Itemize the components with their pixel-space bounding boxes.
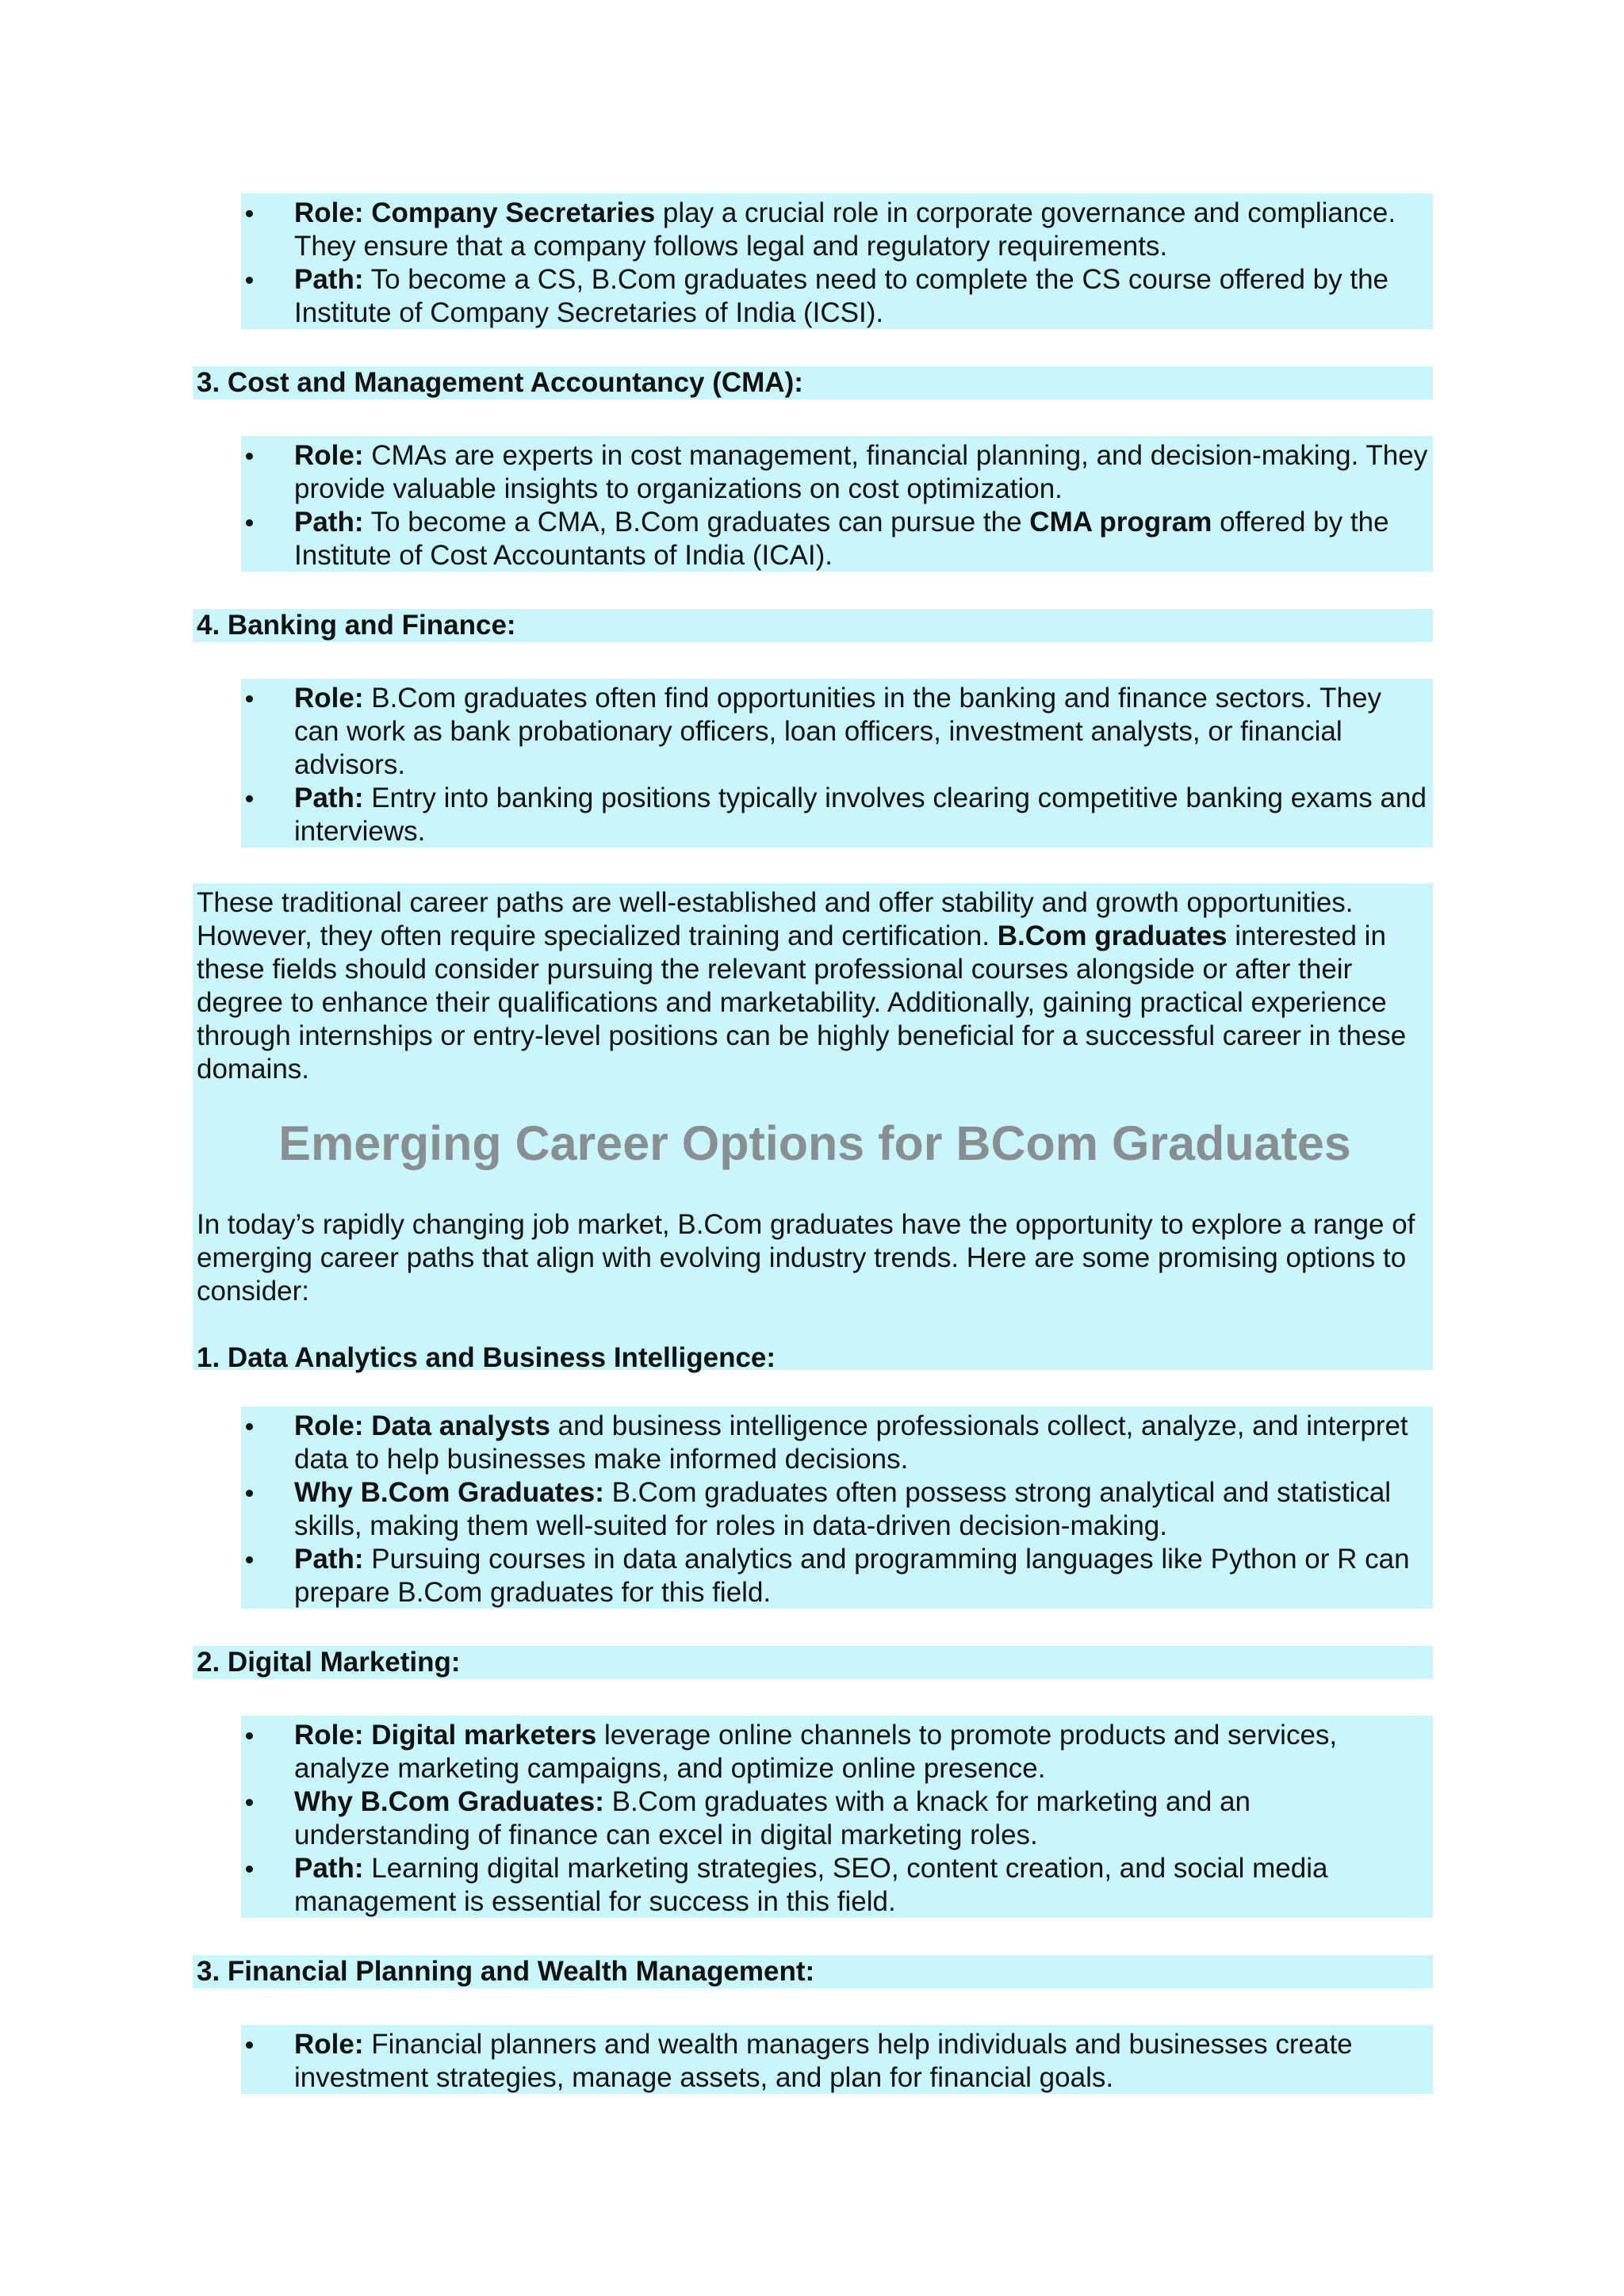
financial-planning-heading: 3. Financial Planning and Wealth Management:	[193, 1955, 1433, 1988]
path-text: To become a CS, B.Com graduates need to complete the CS course offered by the Institute of Company Secretaries of India (ICSI).	[294, 264, 1389, 328]
list-item	[241, 1785, 1433, 1852]
path-text: Learning digital marketing strategies, SEO, content creation, and social media management is essential for success in this field.	[294, 1853, 1328, 1917]
cma-heading: 3. Cost and Management Accountancy (CMA):	[193, 366, 1433, 400]
path-label: Path:	[294, 1853, 364, 1884]
role-bold: Company Secretaries	[371, 197, 656, 228]
role-bold: Data analysts	[371, 1410, 550, 1441]
path-text: To become a CMA, B.Com graduates can pursue the	[363, 507, 1030, 538]
digital-marketing-heading: 2. Digital Marketing:	[193, 1646, 1433, 1679]
list-item	[241, 1852, 1433, 1919]
role-text: and business intelligence professionals collect, analyze, and interpret data to help businesses make informed decisions.	[294, 1410, 1408, 1475]
summary-text-end: interested in these fields should consider pursuing the relevant professional courses alongside or after their degree to enhance their qualifications and marketability. Additionally, gaining practical experience through internships or entry-level positions can be highly beneficial for a successful career in these domains.	[197, 920, 1407, 1085]
summary-bold: B.Com graduates	[997, 920, 1228, 951]
list-item	[241, 506, 1433, 572]
banking-heading: 4. Banking and Finance:	[193, 609, 1433, 642]
path-label: Path:	[294, 264, 364, 295]
role-bold: Digital marketers	[371, 1720, 597, 1751]
summary-text: These traditional career paths are well-established and offer stability and growth opportunities. However, they often require specialized training and certification.	[197, 887, 1354, 951]
cma-program-bold: CMA program	[1029, 507, 1212, 538]
list-item	[241, 1476, 1433, 1543]
path-label: Path:	[294, 507, 364, 538]
banking-list	[241, 679, 1433, 848]
emerging-section	[193, 883, 1433, 1373]
role-text: CMAs are experts in cost management, financial planning, and decision-making. They provide valuable insights to organizations on cost optimization.	[294, 440, 1428, 504]
list-item	[241, 1719, 1433, 1785]
path-text: Pursuing courses in data analytics and programming languages like Python or R can prepare B.Com graduates for this field.	[294, 1544, 1410, 1608]
data-analytics-heading: 1. Data Analytics and Business Intelligence:	[197, 1342, 776, 1373]
role-label: Role:	[294, 683, 364, 714]
why-text: B.Com graduates often possess strong analytical and statistical skills, making them well-suited for roles in data-driven decision-making.	[294, 1477, 1392, 1541]
list-item	[241, 1410, 1433, 1476]
role-label: Role:	[294, 2029, 364, 2060]
list-item	[241, 1543, 1433, 1609]
list-item	[241, 197, 1433, 263]
summary-paragraph	[197, 886, 1433, 1086]
cs-list	[241, 193, 1433, 329]
role-label: Role:	[294, 1720, 364, 1751]
role-label: Role:	[294, 197, 364, 228]
section-title: Emerging Career Options for BCom Graduates	[278, 1116, 1351, 1170]
why-label: Why B.Com Graduates:	[294, 1786, 604, 1817]
intro-paragraph: In today’s rapidly changing job market, B.Com graduates have the opportunity to explore a range of emerging career paths that align with evolving industry trends. Here are some promising options to consider:	[197, 1209, 1415, 1307]
financial-planning-list	[241, 2025, 1433, 2094]
why-text: B.Com graduates with a knack for marketing and an understanding of finance can excel in digital marketing roles.	[294, 1786, 1251, 1850]
role-text: B.Com graduates often find opportunities in the banking and finance sectors. They can work as bank probationary officers, loan officers, investment analysts, or financial advisors.	[294, 683, 1381, 780]
path-label: Path:	[294, 1544, 364, 1575]
cma-list	[241, 436, 1433, 572]
path-text-end: offered by the Institute of Cost Accountants of India (ICAI).	[294, 507, 1389, 571]
why-label: Why B.Com Graduates:	[294, 1477, 604, 1508]
digital-marketing-list	[241, 1716, 1433, 1918]
role-text: leverage online channels to promote products and services, analyze marketing campaigns, and optimize online presence.	[294, 1720, 1338, 1784]
path-text: Entry into banking positions typically involves clearing competitive banking exams and interviews.	[294, 783, 1427, 847]
path-label: Path:	[294, 783, 364, 813]
data-analytics-list	[241, 1406, 1433, 1609]
role-text: Financial planners and wealth managers help individuals and businesses create investment strategies, manage assets, and plan for financial goals.	[294, 2029, 1353, 2093]
list-item	[241, 263, 1433, 330]
role-text: play a crucial role in corporate governance and compliance. They ensure that a company follows legal and regulatory requirements.	[294, 197, 1396, 262]
role-label: Role:	[294, 440, 364, 471]
list-item	[241, 682, 1433, 782]
role-label: Role:	[294, 1410, 364, 1441]
list-item	[241, 439, 1433, 506]
list-item	[241, 782, 1433, 848]
list-item	[241, 2028, 1433, 2095]
